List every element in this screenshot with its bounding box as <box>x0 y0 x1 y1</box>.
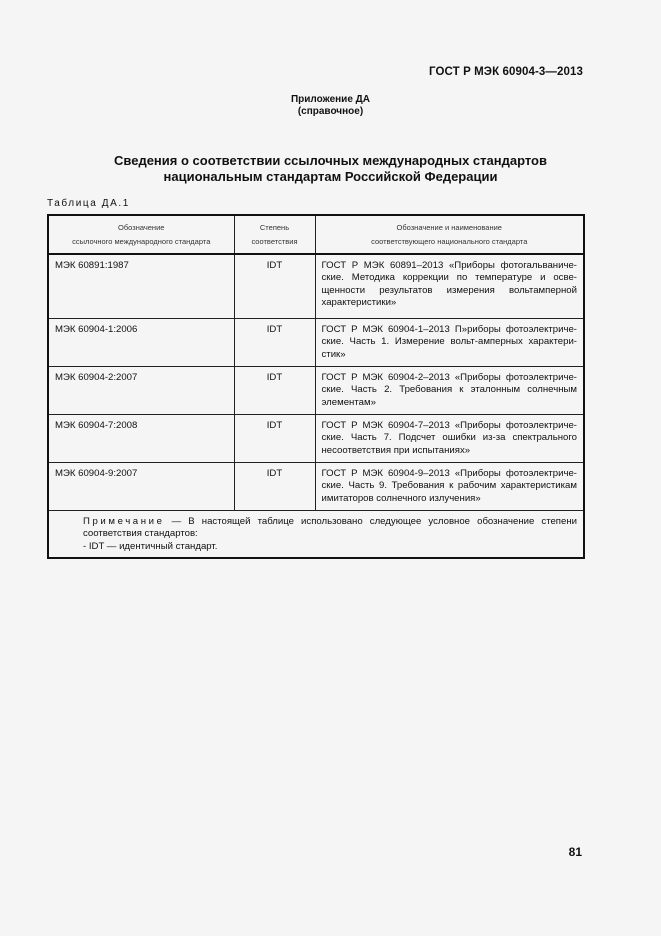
table-note-row <box>48 511 584 558</box>
page-number: 81 <box>568 845 582 859</box>
note-text: — В настоящей таблице использовано следующее условное обозначение степени соответствия стандартов: <box>83 516 577 540</box>
international-standard-code: МЭК 60904-9:2007 <box>48 463 234 511</box>
header-international-standard: Обозначение ссылочного международного стандарта <box>48 215 234 254</box>
national-standard-name: ГОСТ Р МЭК 60904-1–2013 П»риборы фотоэлектриче-ские. Часть 1. Измерение вольт-амперных характери-стик» <box>315 319 584 367</box>
appendix-kind: (справочное) <box>297 106 364 117</box>
appendix-title: Приложение ДА <box>290 94 371 105</box>
table-header-row <box>48 215 584 254</box>
table-note <box>48 511 584 558</box>
degree-of-correspondence: IDT <box>234 367 315 415</box>
international-standard-code: МЭК 60904-7:2008 <box>48 415 234 463</box>
national-standard-name: ГОСТ Р МЭК 60891–2013 «Приборы фотогальваниче-ские. Методика коррекции по температуре и осве-щенности результатов измерения вольтамперной характеристики» <box>315 254 584 319</box>
appendix-heading <box>0 94 661 118</box>
note-item: - IDT — идентичный стандарт. <box>83 540 218 552</box>
table-row <box>48 415 584 463</box>
standard-code-header: ГОСТ Р МЭК 60904-3—2013 <box>429 66 583 78</box>
national-standard-name: ГОСТ Р МЭК 60904-9–2013 «Приборы фотоэлектриче-ские. Часть 9. Требования к рабочим характеристикам имитаторов солнечного излучения» <box>315 463 584 511</box>
table-row <box>48 319 584 367</box>
international-standard-code: МЭК 60891:1987 <box>48 254 234 319</box>
header-degree: Степень соответствия <box>234 215 315 254</box>
note-label: Примечание <box>83 516 165 527</box>
national-standard-name: ГОСТ Р МЭК 60904-2–2013 «Приборы фотоэлектриче-ские. Часть 2. Требования к эталонным солнечным элементам» <box>315 367 584 415</box>
header-national-standard: Обозначение и наименование соответствующего национального стандарта <box>315 215 584 254</box>
degree-of-correspondence: IDT <box>234 463 315 511</box>
table-caption: Таблица ДА.1 <box>47 198 130 209</box>
international-standard-code: МЭК 60904-2:2007 <box>48 367 234 415</box>
correspondence-table <box>47 214 585 559</box>
title-line-1: Сведения о соответствии ссылочных международных стандартов <box>114 153 547 168</box>
document-title <box>0 153 661 185</box>
national-standard-name: ГОСТ Р МЭК 60904-7–2013 «Приборы фотоэлектриче-ские. Часть 7. Подсчет ошибки из-за спектрального несоответствия при испытаниях» <box>315 415 584 463</box>
title-line-2: национальным стандартам Российской Федерации <box>163 169 498 184</box>
international-standard-code: МЭК 60904-1:2006 <box>48 319 234 367</box>
table-row <box>48 463 584 511</box>
degree-of-correspondence: IDT <box>234 254 315 319</box>
table-row <box>48 254 584 319</box>
table-row <box>48 367 584 415</box>
degree-of-correspondence: IDT <box>234 415 315 463</box>
degree-of-correspondence: IDT <box>234 319 315 367</box>
